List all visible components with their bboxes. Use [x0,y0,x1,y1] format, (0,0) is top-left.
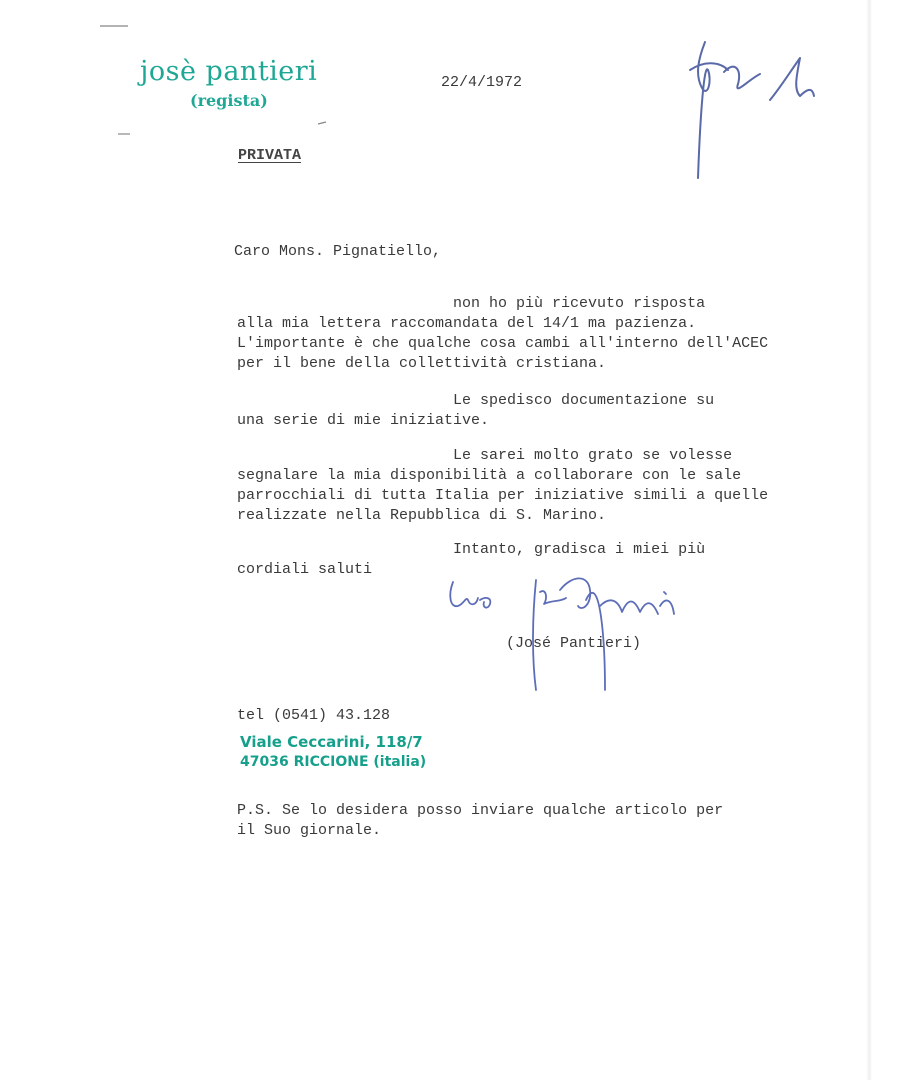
letterhead-role: (regista) [190,91,268,110]
typed-signature: (José Pantieri) [506,635,642,652]
address-street: Viale Ceccarini, 118/7 [240,733,423,751]
salutation: Caro Mons. Pignatiello, [234,243,442,260]
handwritten-initials [690,42,814,178]
letter-date: 22/4/1972 [441,74,523,91]
telephone: tel (0541) 43.128 [237,707,391,724]
page-edge-shadow [866,0,872,1080]
letter-heading: PRIVATA [238,147,302,164]
letterhead-name: josè pantieri [140,56,318,87]
paragraph-3: Le sarei molto grato se volesse segnalare la mia disponibilità a collaborare con le sale parrocchiali di tutta Italia per iniziative simili a quelle realizzate nella Repubblica di S. Marino. [237,447,769,524]
address-city: 47036 RICCIONE (italia) [240,754,427,770]
paragraph-closing: Intanto, gradisca i miei più cordiali saluti [237,541,706,578]
postscript: P.S. Se lo desidera posso inviare qualche articolo per il Suo giornale. [237,802,724,839]
paragraph-1: non ho più ricevuto risposta alla mia lettera raccomandata del 14/1 ma pazienza. L'importante è che qualche cosa cambi all'interno dell'ACEC per il bene della collettività cristiana. [237,295,769,372]
paragraph-2: Le spedisco documentazione su una serie di mie iniziative. [237,392,715,429]
